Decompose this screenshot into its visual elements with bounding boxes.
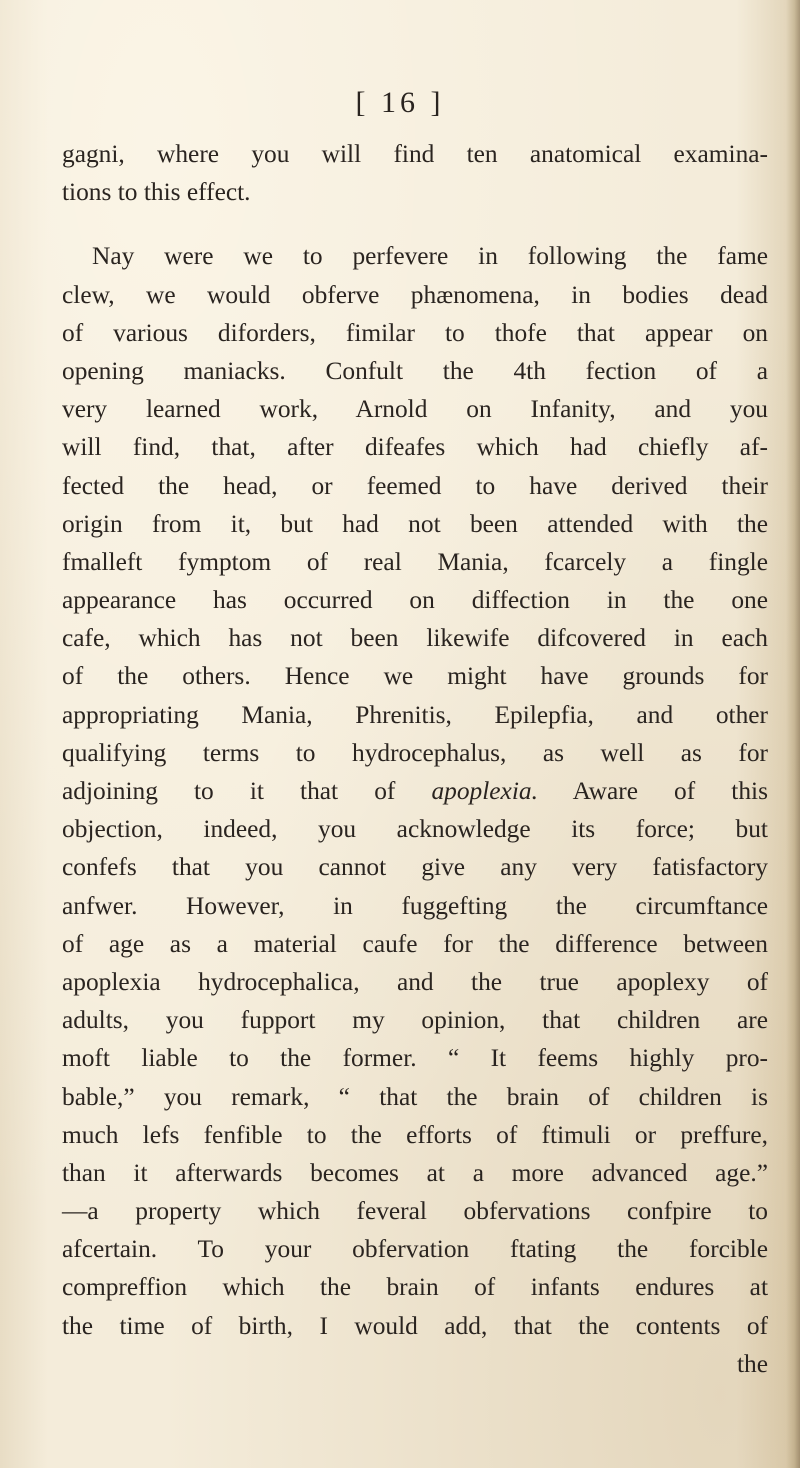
text-line: —a property which feveral obfervations confpire to bbox=[62, 1197, 768, 1226]
text-line: Nay were we to perfevere in following the fame bbox=[92, 242, 768, 271]
text-line: appropriating Mania, Phrenitis, Epilepfia, and other bbox=[62, 700, 768, 729]
page-edge-shadow bbox=[786, 0, 800, 1468]
italic-term: apoplexia. bbox=[431, 777, 538, 805]
text-line: apoplexia hydrocephalica, and the true apoplexy of bbox=[62, 967, 768, 996]
text-line: of age as a material caufe for the difference between bbox=[62, 929, 768, 958]
text-line: much lefs fenfible to the efforts of ftimuli or preffure, bbox=[62, 1120, 768, 1149]
text-line: very learned work, Arnold on Infanity, and you bbox=[62, 395, 768, 424]
text-line: clew, we would obferve phænomena, in bodies dead bbox=[62, 280, 768, 309]
text-line: of the others. Hence we might have grounds for bbox=[62, 662, 768, 691]
text-line: bable,” you remark, “ that the brain of children is bbox=[62, 1082, 768, 1111]
text-line: gagni, where you will find ten anatomical examina- bbox=[62, 140, 768, 168]
text-line: origin from it, but had not been attended with the bbox=[62, 509, 768, 538]
text-line: adults, you fupport my opinion, that children are bbox=[62, 1006, 768, 1035]
text-line-with-italic bbox=[62, 772, 768, 810]
text-segment: adjoining to it that of bbox=[62, 777, 432, 805]
text-line: compreffion which the brain of infants endures at bbox=[62, 1273, 768, 1302]
catchword: the bbox=[736, 1349, 768, 1378]
text-line: moft liable to the former. “ It feems highly pro- bbox=[62, 1044, 768, 1073]
text-line: appearance has occurred on diffection in the one bbox=[62, 586, 768, 615]
text-line: tions to this effect. bbox=[62, 178, 251, 207]
text-line: the time of birth, I would add, that the contents of bbox=[62, 1311, 768, 1340]
text-line: anfwer. However, in fuggefting the circumftance bbox=[62, 891, 768, 920]
text-line: confefs that you cannot give any very fatisfactory bbox=[62, 853, 768, 882]
paragraph-gap bbox=[62, 211, 768, 237]
text-line: fected the head, or feemed to have derived their bbox=[62, 471, 768, 500]
body-text bbox=[62, 135, 768, 1383]
text-line: opening maniacks. Confult the 4th fection of a bbox=[62, 356, 768, 385]
text-line: fmalleft fymptom of real Mania, fcarcely a fingle bbox=[62, 547, 768, 576]
text-segment: Aware of this bbox=[537, 777, 768, 805]
text-line: afcertain. To your obfervation ftating the forcible bbox=[62, 1235, 768, 1264]
text-line: than it afterwards becomes at a more advanced age.” bbox=[62, 1158, 768, 1187]
text-line: qualifying terms to hydrocephalus, as well as for bbox=[62, 738, 768, 767]
text-line: cafe, which has not been likewife difcovered in each bbox=[62, 624, 768, 653]
text-line: will find, that, after difeafes which had chiefly af- bbox=[62, 433, 768, 462]
text-line: of various diforders, fimilar to thofe that appear on bbox=[62, 318, 768, 347]
page-number: [ 16 ] bbox=[355, 86, 445, 119]
text-line: objection, indeed, you acknowledge its force; but bbox=[62, 815, 768, 844]
